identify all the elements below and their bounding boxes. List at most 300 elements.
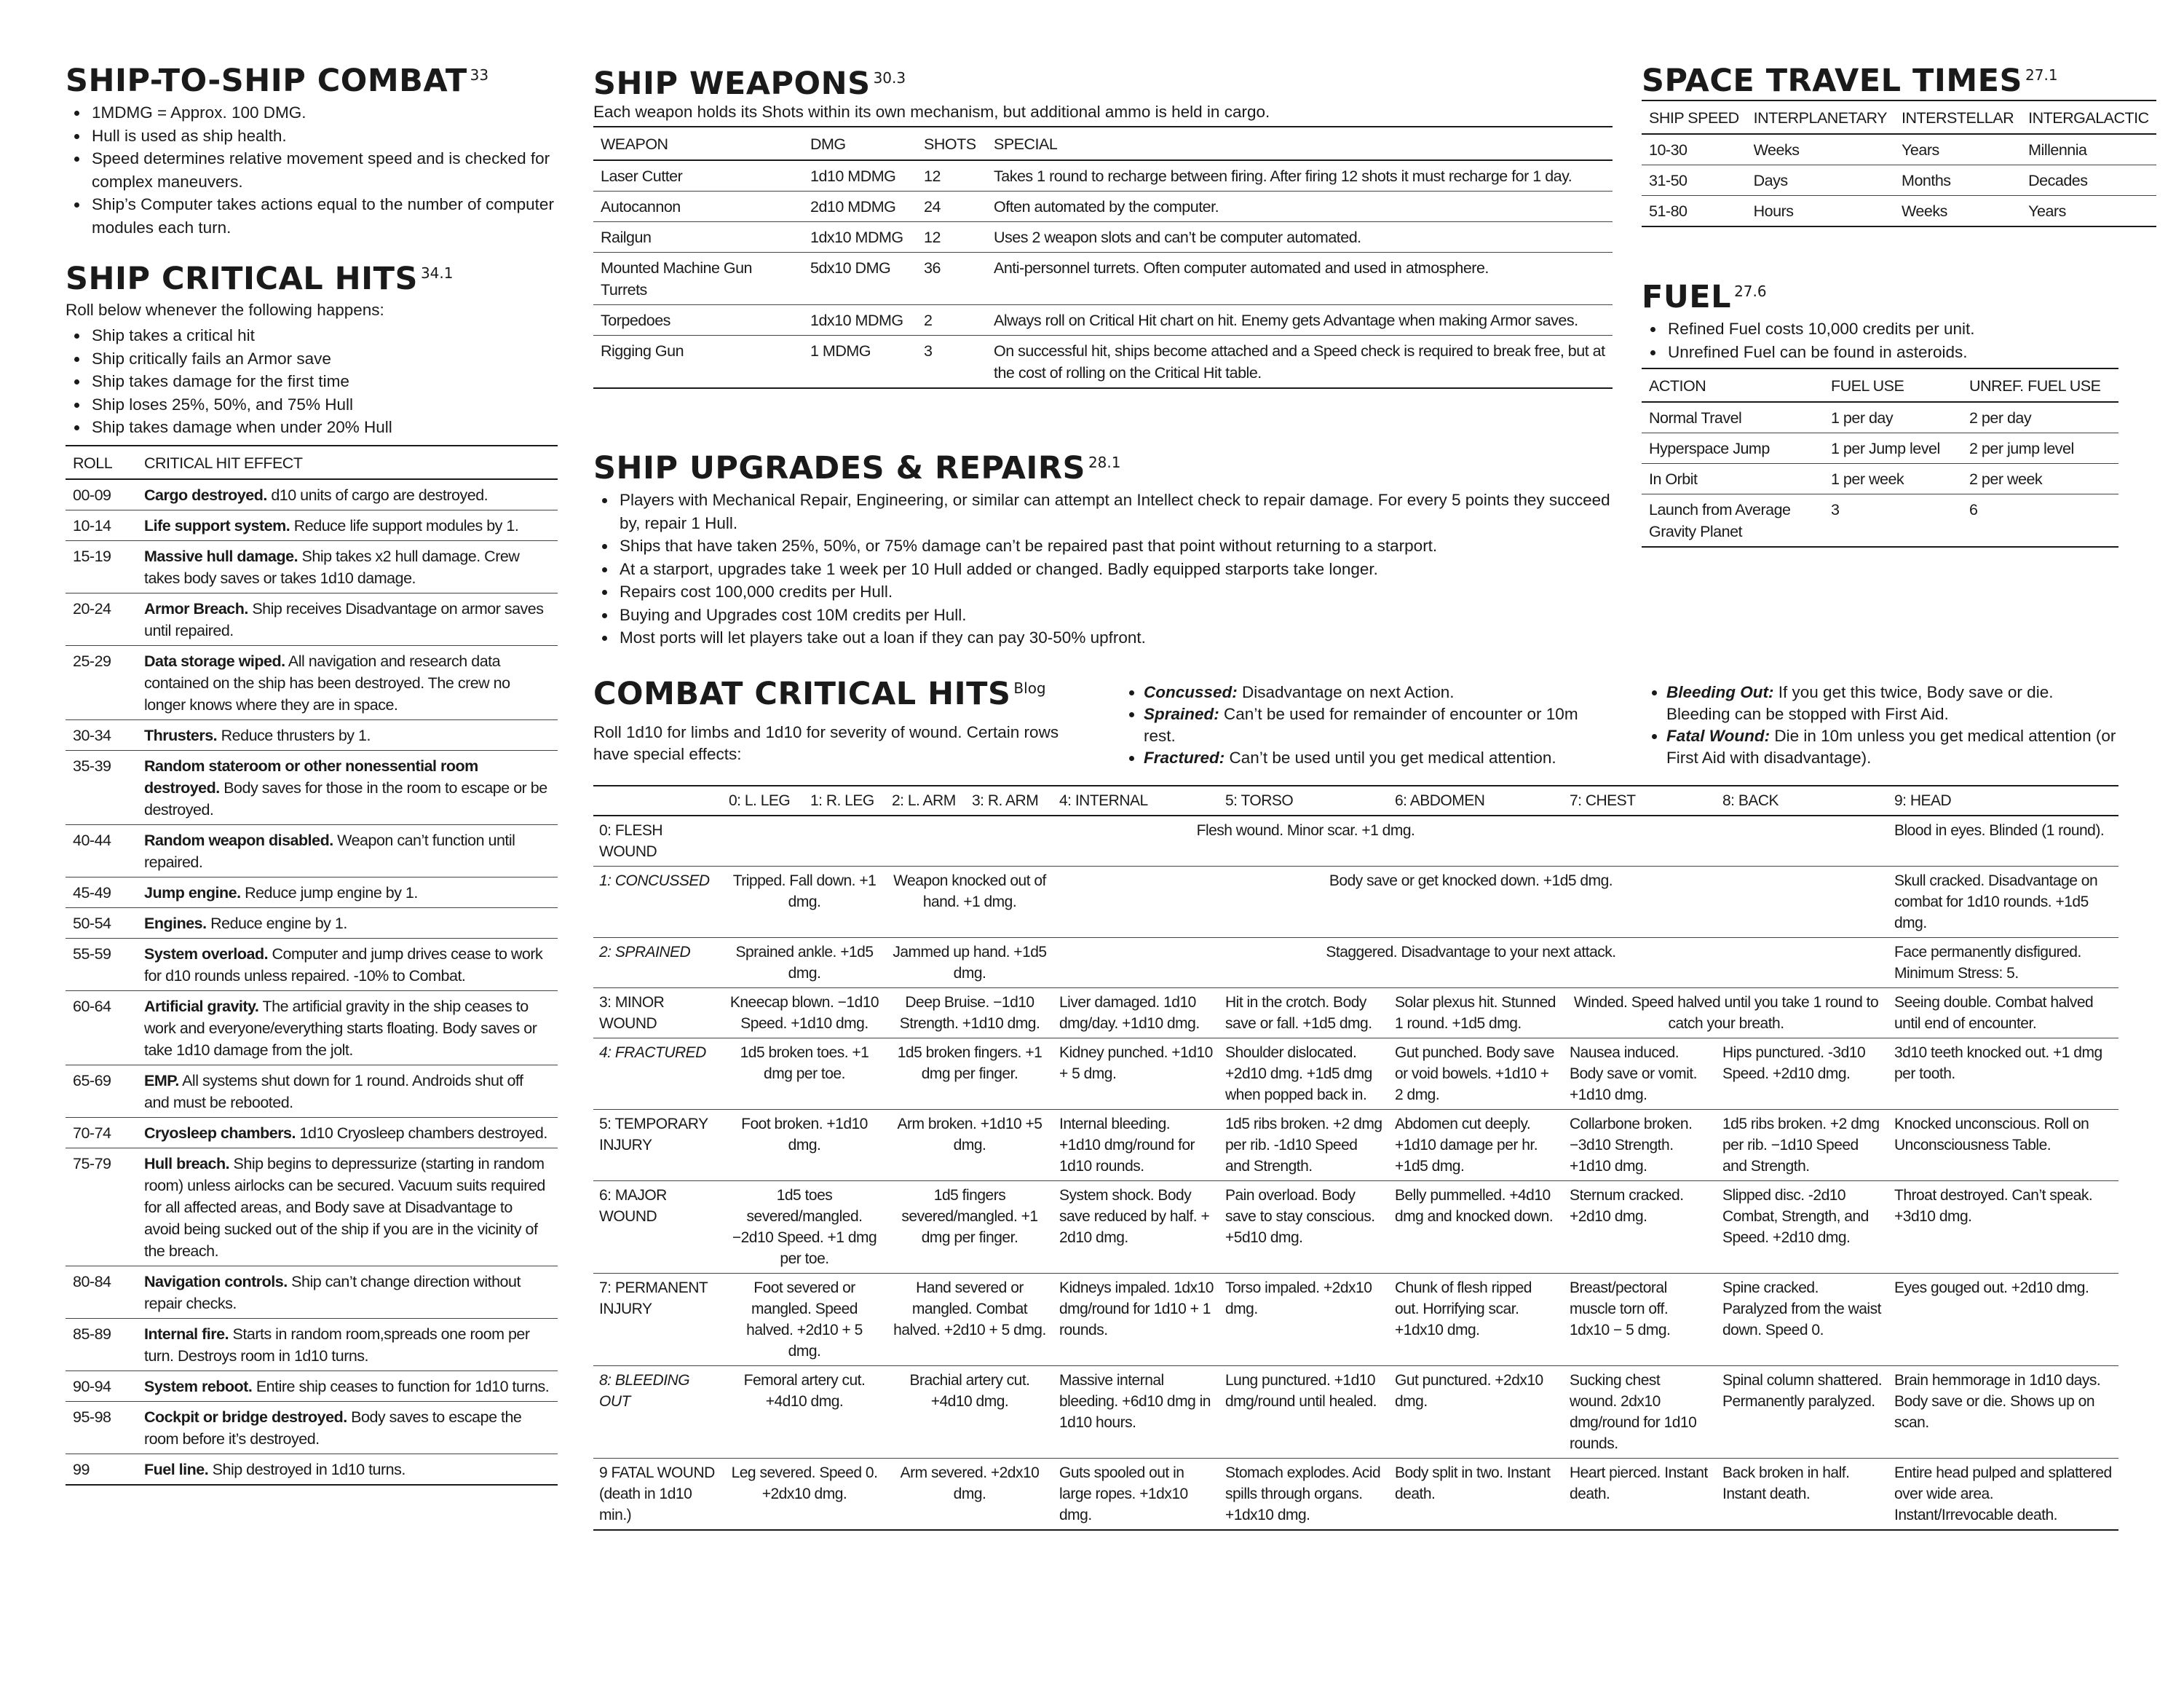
fuel-table <box>1642 368 2118 548</box>
head-effect: Throat destroyed. Can’t speak. +3d10 dmg. <box>1888 1181 2118 1274</box>
table-cell: Days <box>1746 165 1894 196</box>
combat-crit-ref: Blog <box>1013 679 1046 697</box>
upgrades-section <box>593 451 1613 650</box>
column-header: INTERSTELLAR <box>1894 100 2021 134</box>
column-header: UNREF. FUEL USE <box>1962 368 2118 402</box>
table-cell: 1 per Jump level <box>1824 433 1962 464</box>
critical-effect <box>137 719 558 750</box>
severity-label: 6: MAJOR WOUND <box>593 1181 723 1274</box>
special-effects-list-b <box>1647 682 2121 769</box>
table-row <box>593 1181 2118 1274</box>
effect-text: All systems shut down for 1 round. Androids shut off and must be rebooted. <box>144 1071 523 1111</box>
table-row <box>593 867 2118 938</box>
table-cell: 2 per week <box>1962 464 2118 494</box>
weapons-intro: Each weapon holds its Shots within its own mechanism, but additional ammo is held in cargo. <box>593 103 1270 122</box>
table-cell: Normal Travel <box>1642 402 1824 433</box>
effect-text: Disadvantage on next Action. <box>1242 683 1455 701</box>
torso-effect: Lung punctured. +1d10 dmg/round until healed. <box>1219 1366 1389 1459</box>
table-row <box>66 1065 558 1117</box>
table-cell: 2 per day <box>1962 402 2118 433</box>
location-header: 7: CHEST <box>1564 786 1717 816</box>
head-effect: Seeing double. Combat halved until end of encounter. <box>1888 988 2118 1038</box>
effect-name: Hull breach. <box>144 1154 230 1172</box>
fuel-section <box>1642 280 2118 548</box>
critical-effect <box>137 1266 558 1318</box>
table-row <box>593 1459 2118 1531</box>
table-cell: 3 <box>1824 494 1962 548</box>
table-row <box>66 719 558 750</box>
fuel-ref: 27.6 <box>1734 282 1767 300</box>
weapon-dmg: 5dx10 DMG <box>803 253 917 305</box>
effect-text: All navigation and research data contained on the ship has been destroyed. The crew no longer knows where they are in space. <box>144 652 510 714</box>
table-cell: Years <box>2021 196 2156 227</box>
abdomen-effect: Gut punched. Body save or void bowels. +1d10 + 2 dmg. <box>1389 1038 1564 1110</box>
travel-section <box>1642 63 2149 227</box>
weapon-shots: 24 <box>917 192 986 222</box>
weapon-special: Takes 1 round to recharge between firing. After firing 12 shots it must recharge for 1 day. <box>986 160 1613 192</box>
travel-table <box>1642 100 2156 227</box>
table-row <box>66 540 558 593</box>
effect-name: System reboot. <box>144 1377 253 1395</box>
table-row <box>66 479 558 510</box>
effect-name: Fractured: <box>1144 749 1225 767</box>
col-effect: CRITICAL HIT EFFECT <box>137 446 558 479</box>
chest-effect: Sternum cracked. +2d10 dmg. <box>1564 1181 1717 1274</box>
weapon-dmg: 2d10 MDMG <box>803 192 917 222</box>
ship-to-ship-section <box>66 64 561 239</box>
effect-name: Engines. <box>144 914 207 932</box>
combat-crit-intro: Roll 1d10 for limbs and 1d10 for severity of wound. Certain rows have special effects: <box>593 723 1059 764</box>
torso-effect: Pain overload. Body save to stay conscious. +5d10 dmg. <box>1219 1181 1389 1274</box>
head-effect: Entire head pulped and splattered over wide area. Instant/Irrevocable death. <box>1888 1459 2118 1531</box>
arms-effect: Jammed up hand. +1d5 dmg. <box>886 938 1053 988</box>
weapon-name: Railgun <box>593 222 803 253</box>
effect-name: Life support system. <box>144 516 290 535</box>
roll-range: 95-98 <box>66 1401 137 1454</box>
table-cell: 1 per week <box>1824 464 1962 494</box>
critical-effect <box>137 990 558 1065</box>
weapon-special: On successful hit, ships become attached and a Speed check is required to break free, but at the cost of rolling on the Critical Hit table. <box>986 336 1613 389</box>
wound-effect-span: Flesh wound. Minor scar. +1 dmg. <box>723 816 1888 867</box>
col-weapon: WEAPON <box>593 127 803 160</box>
weapon-shots: 36 <box>917 253 986 305</box>
table-row <box>1642 196 2156 227</box>
weapon-dmg: 1dx10 MDMG <box>803 222 917 253</box>
roll-range: 90-94 <box>66 1370 137 1401</box>
upgrades-ref: 28.1 <box>1088 453 1121 471</box>
table-cell: Hours <box>1746 196 1894 227</box>
column-header: FUEL USE <box>1824 368 1962 402</box>
arms-effect: 1d5 broken fingers. +1 dmg per finger. <box>886 1038 1053 1110</box>
table-row <box>66 750 558 824</box>
table-row <box>1642 402 2118 433</box>
legs-effect: 1d5 toes severed/mangled. −2d10 Speed. +1 dmg per toe. <box>723 1181 886 1274</box>
roll-range: 50-54 <box>66 907 137 938</box>
severity-label: 7: PERMANENT INJURY <box>593 1274 723 1366</box>
effect-name: System overload. <box>144 944 269 963</box>
location-header: 9: HEAD <box>1888 786 2118 816</box>
table-row <box>1642 464 2118 494</box>
table-row <box>66 1454 558 1485</box>
chest-effect: Collarbone broken. −3d10 Strength. +1d10 dmg. <box>1564 1110 1717 1181</box>
critical-effect <box>137 1065 558 1117</box>
col-special: SPECIAL <box>986 127 1613 160</box>
effect-text: d10 units of cargo are destroyed. <box>271 486 488 504</box>
combat-rule: • Speed determines relative movement speed and is checked for complex maneuvers. <box>89 147 561 193</box>
table-row <box>593 1110 2118 1181</box>
internal-effect: Kidneys impaled. 1dx10 dmg/round for 1d10 + 1 rounds. <box>1053 1274 1219 1366</box>
table-row <box>1642 165 2156 196</box>
weapon-name: Laser Cutter <box>593 160 803 192</box>
roll-range: 99 <box>66 1454 137 1485</box>
table-cell: Months <box>1894 165 2021 196</box>
internal-effect: Guts spooled out in large ropes. +1dx10 dmg. <box>1053 1459 1219 1531</box>
upgrades-title: SHIP UPGRADES & REPAIRS $^{28.1}$ <box>593 450 1121 486</box>
chest-effect: Sucking chest wound. 2dx10 dmg/round for 1d10 rounds. <box>1564 1366 1717 1459</box>
weapon-name: Torpedoes <box>593 305 803 336</box>
effect-name: Sprained: <box>1144 705 1219 723</box>
internal-effect: Massive internal bleeding. +6d10 dmg in 1d10 hours. <box>1053 1366 1219 1459</box>
location-header: 1: R. LEG <box>804 786 886 816</box>
effect-name: Artificial gravity. <box>144 997 259 1015</box>
table-row <box>66 907 558 938</box>
roll-range: 20-24 <box>66 593 137 645</box>
table-row <box>66 1318 558 1370</box>
effect-text: Reduce thrusters by 1. <box>221 726 371 744</box>
repair-rule: • Ships that have taken 25%, 50%, or 75% damage can’t be repaired past that point without returning to a starport. <box>617 535 1613 558</box>
critical-effect <box>137 824 558 877</box>
ship-critical-ref: 34.1 <box>420 264 454 282</box>
fuel-rule: • Unrefined Fuel can be found in asteroids. <box>1665 341 2118 364</box>
critical-effect <box>137 1148 558 1266</box>
effect-text: Reduce jump engine by 1. <box>245 883 418 902</box>
weapons-section <box>593 67 1613 389</box>
effect-name: Massive hull damage. <box>144 547 298 565</box>
table-cell: Hyperspace Jump <box>1642 433 1824 464</box>
table-cell: Weeks <box>1746 134 1894 165</box>
table-cell: 2 per jump level <box>1962 433 2118 464</box>
col-shots: SHOTS <box>917 127 986 160</box>
table-cell: Millennia <box>2021 134 2156 165</box>
ship-critical-intro: Roll below whenever the following happens: <box>66 301 384 320</box>
table-cell: In Orbit <box>1642 464 1824 494</box>
back-effect: 1d5 ribs broken. +2 dmg per rib. −1d10 Speed and Strength. <box>1717 1110 1888 1181</box>
effect-name: Fuel line. <box>144 1460 209 1478</box>
weapon-shots: 12 <box>917 222 986 253</box>
repair-rule: • At a starport, upgrades take 1 week per 10 Hull added or changed. Badly equipped starports take longer. <box>617 558 1613 581</box>
roll-range: 60-64 <box>66 990 137 1065</box>
special-effect <box>1144 747 1591 769</box>
effect-text: Die in 10m unless you get medical attention (or First Aid with disadvantage). <box>1666 727 2116 767</box>
table-cell: Years <box>1894 134 2021 165</box>
effect-text: Body saves to escape the room before it’s destroyed. <box>144 1408 522 1448</box>
table-cell: 51-80 <box>1642 196 1746 227</box>
location-header: 3: R. ARM <box>966 786 1053 816</box>
effect-text: Ship can’t change direction without repair checks. <box>144 1272 521 1312</box>
internal-effect: Kidney punched. +1d10 + 5 dmg. <box>1053 1038 1219 1110</box>
arms-effect: Weapon knocked out of hand. +1 dmg. <box>886 867 1053 938</box>
table-row <box>593 816 2118 867</box>
table-row <box>1642 134 2156 165</box>
torso-effect: 1d5 ribs broken. +2 dmg per rib. -1d10 Speed and Strength. <box>1219 1110 1389 1181</box>
table-row <box>66 1266 558 1318</box>
critical-effect <box>137 645 558 719</box>
abdomen-effect: Gut punctured. +2dx10 dmg. <box>1389 1366 1564 1459</box>
table-row <box>593 1038 2118 1110</box>
critical-effect <box>137 1401 558 1454</box>
body-effect-span: Body save or get knocked down. +1d5 dmg. <box>1053 867 1888 938</box>
severity-label: 5: TEMPORARY INJURY <box>593 1110 723 1181</box>
critical-effect <box>137 1454 558 1485</box>
roll-range: 00-09 <box>66 479 137 510</box>
weapons-title: SHIP WEAPONS $^{30.3}$ <box>593 66 906 102</box>
column-header: INTERGALACTIC <box>2021 100 2156 134</box>
abdomen-effect: Belly pummelled. +4d10 dmg and knocked down. <box>1389 1181 1564 1274</box>
effect-name: Data storage wiped. <box>144 652 285 670</box>
critical-effect <box>137 1117 558 1148</box>
table-row <box>593 1366 2118 1459</box>
col-roll: ROLL <box>66 446 137 479</box>
ship-critical-table <box>66 445 558 1486</box>
arms-effect: Deep Bruise. −1d10 Strength. +1d10 dmg. <box>886 988 1053 1038</box>
table-cell: Launch from Average Gravity Planet <box>1642 494 1824 548</box>
roll-range: 10-14 <box>66 510 137 540</box>
critical-effect <box>137 593 558 645</box>
chest-effect: Heart pierced. Instant death. <box>1564 1459 1717 1531</box>
table-row <box>593 305 1613 336</box>
table-row <box>66 938 558 990</box>
arms-effect: 1d5 fingers severed/mangled. +1 dmg per finger. <box>886 1181 1053 1274</box>
arms-effect: Arm severed. +2dx10 dmg. <box>886 1459 1053 1531</box>
special-effect <box>1666 682 2121 725</box>
repair-rule: • Most ports will let players take out a loan if they can pay 30-50% upfront. <box>617 626 1613 650</box>
severity-label: 2: SPRAINED <box>593 938 723 988</box>
effect-text: The artificial gravity in the ship ceases to work and everyone/everything starts floating. Body saves or take 1d10 damage from the jolt. <box>144 997 537 1059</box>
head-effect: Skull cracked. Disadvantage on combat for 1d10 rounds. +1d5 dmg. <box>1888 867 2118 938</box>
legs-effect: 1d5 broken toes. +1 dmg per toe. <box>723 1038 886 1110</box>
roll-range: 65-69 <box>66 1065 137 1117</box>
internal-effect: System shock. Body save reduced by half. + 2d10 dmg. <box>1053 1181 1219 1274</box>
trigger-condition: • Ship loses 25%, 50%, and 75% Hull <box>89 393 558 417</box>
column-header: INTERPLANETARY <box>1746 100 1894 134</box>
effect-name: Navigation controls. <box>144 1272 288 1290</box>
torso-effect: Stomach explodes. Acid spills through organs. +1dx10 dmg. <box>1219 1459 1389 1531</box>
back-effect: Hips punctured. -3d10 Speed. +2d10 dmg. <box>1717 1038 1888 1110</box>
critical-effect <box>137 938 558 990</box>
critical-effect <box>137 877 558 907</box>
body-effect-span: Staggered. Disadvantage to your next attack. <box>1053 938 1888 988</box>
table-cell: 1 per day <box>1824 402 1962 433</box>
table-row <box>66 1401 558 1454</box>
critical-effect <box>137 907 558 938</box>
internal-effect: Internal bleeding. +1d10 dmg/round for 1d10 rounds. <box>1053 1110 1219 1181</box>
critical-effect <box>137 1318 558 1370</box>
combat-rule: • Ship’s Computer takes actions equal to the number of computer modules each turn. <box>89 193 561 239</box>
table-row <box>593 336 1613 389</box>
fuel-rule: • Refined Fuel costs 10,000 credits per unit. <box>1665 318 2118 341</box>
location-header: 0: L. LEG <box>723 786 804 816</box>
legs-effect: Leg severed. Speed 0. +2dx10 dmg. <box>723 1459 886 1531</box>
table-row <box>66 593 558 645</box>
table-row <box>66 1148 558 1266</box>
effect-text: Body saves for those in the room to escape or be destroyed. <box>144 778 547 819</box>
head-effect: Face permanently disfigured. Minimum Stress: 5. <box>1888 938 2118 988</box>
arms-effect: Hand severed or mangled. Combat halved. +2d10 + 5 dmg. <box>886 1274 1053 1366</box>
back-effect: Spine cracked. Paralyzed from the waist down. Speed 0. <box>1717 1274 1888 1366</box>
location-header: 2: L. ARM <box>886 786 966 816</box>
effect-text: Ship takes x2 hull damage. Crew takes body saves or takes 1d10 damage. <box>144 547 520 587</box>
back-effect: Slipped disc. -2d10 Combat, Strength, and Speed. +2d10 dmg. <box>1717 1181 1888 1274</box>
ship-to-ship-bullets <box>66 101 561 239</box>
severity-label: 4: FRACTURED <box>593 1038 723 1110</box>
weapon-shots: 12 <box>917 160 986 192</box>
table-cell: Weeks <box>1894 196 2021 227</box>
weapons-ref: 30.3 <box>873 68 906 87</box>
location-header: 4: INTERNAL <box>1053 786 1219 816</box>
effect-text: Entire ship ceases to function for 1d10 turns. <box>256 1377 550 1395</box>
legs-effect: Sprained ankle. +1d5 dmg. <box>723 938 886 988</box>
roll-range: 45-49 <box>66 877 137 907</box>
table-row <box>66 877 558 907</box>
effect-text: Can’t be used for remainder of encounter or 10m rest. <box>1144 705 1578 745</box>
back-effect: Spinal column shattered. Permanently paralyzed. <box>1717 1366 1888 1459</box>
effect-text: Ship begins to depressurize (starting in random room) unless airlocks can be secured. Vacuum suits required for all affected areas, and Body save at Disadvantage to avoid being sucked out of the ship if you are in the vicinity of the breach. <box>144 1154 545 1260</box>
effect-name: Random weapon disabled. <box>144 831 333 849</box>
head-effect: Eyes gouged out. +2d10 dmg. <box>1888 1274 2118 1366</box>
roll-range: 40-44 <box>66 824 137 877</box>
severity-label: 0: FLESH WOUND <box>593 816 723 867</box>
chest-effect: Breast/pectoral muscle torn off. 1dx10 − 5 dmg. <box>1564 1274 1717 1366</box>
abdomen-effect: Body split in two. Instant death. <box>1389 1459 1564 1531</box>
effect-name: Cockpit or bridge destroyed. <box>144 1408 347 1426</box>
combat-rule: • 1MDMG = Approx. 100 DMG. <box>89 101 561 125</box>
critical-effect <box>137 540 558 593</box>
table-row <box>66 824 558 877</box>
legs-effect: Foot broken. +1d10 dmg. <box>723 1110 886 1181</box>
effect-text: Computer and jump drives cease to work for d10 rounds unless repaired. -10% to Combat. <box>144 944 543 985</box>
head-effect: Brain hemmorage in 1d10 days. Body save or die. Shows up on scan. <box>1888 1366 2118 1459</box>
location-header <box>593 786 723 816</box>
legs-effect: Kneecap blown. −1d10 Speed. +1d10 dmg. <box>723 988 886 1038</box>
critical-effect <box>137 479 558 510</box>
critical-effect <box>137 750 558 824</box>
location-header: 8: BACK <box>1717 786 1888 816</box>
critical-effect <box>137 510 558 540</box>
roll-range: 80-84 <box>66 1266 137 1318</box>
effect-name: Random stateroom or other nonessential room destroyed. <box>144 757 478 797</box>
effect-name: Cryosleep chambers. <box>144 1124 296 1142</box>
effect-name: Thrusters. <box>144 726 218 744</box>
effect-name: Internal fire. <box>144 1325 229 1343</box>
torso-effect: Hit in the crotch. Body save or fall. +1d5 dmg. <box>1219 988 1389 1038</box>
table-row <box>593 253 1613 305</box>
roll-range: 75-79 <box>66 1148 137 1266</box>
weapon-dmg: 1dx10 MDMG <box>803 305 917 336</box>
weapon-shots: 3 <box>917 336 986 389</box>
effect-name: Bleeding Out: <box>1666 683 1774 701</box>
torso-effect: Shoulder dislocated. +2d10 dmg. +1d5 dmg when popped back in. <box>1219 1038 1389 1110</box>
table-row <box>66 1370 558 1401</box>
effect-text: 1d10 Cryosleep chambers destroyed. <box>299 1124 547 1142</box>
legs-effect: Tripped. Fall down. +1 dmg. <box>723 867 886 938</box>
ship-critical-bullets <box>66 324 558 439</box>
col-dmg: DMG <box>803 127 917 160</box>
roll-range: 35-39 <box>66 750 137 824</box>
ship-critical-section <box>66 262 558 1486</box>
weapon-special: Always roll on Critical Hit chart on hit. Enemy gets Advantage when making Armor saves. <box>986 305 1613 336</box>
table-row <box>593 222 1613 253</box>
torso-effect: Torso impaled. +2dx10 dmg. <box>1219 1274 1389 1366</box>
head-effect: Blood in eyes. Blinded (1 round). <box>1888 816 2118 867</box>
effect-text: If you get this twice, Body save or die. Bleeding can be stopped with First Aid. <box>1666 683 2054 723</box>
effect-text: Ship receives Disadvantage on armor saves until repaired. <box>144 599 544 639</box>
effect-name: Armor Breach. <box>144 599 248 618</box>
severity-label: 3: MINOR WOUND <box>593 988 723 1038</box>
roll-range: 15-19 <box>66 540 137 593</box>
table-row <box>1642 494 2118 548</box>
table-row <box>66 645 558 719</box>
repair-rule: • Buying and Upgrades cost 10M credits per Hull. <box>617 604 1613 627</box>
table-row <box>593 192 1613 222</box>
roll-range: 70-74 <box>66 1117 137 1148</box>
trigger-condition: • Ship critically fails an Armor save <box>89 347 558 371</box>
arms-effect: Brachial artery cut. +4d10 dmg. <box>886 1366 1053 1459</box>
special-effects-list-a <box>1125 682 1591 769</box>
table-row <box>593 988 2118 1038</box>
weapon-special: Anti-personnel turrets. Often computer automated and used in atmosphere. <box>986 253 1613 305</box>
table-row <box>593 938 2118 988</box>
table-cell: 31-50 <box>1642 165 1746 196</box>
legs-effect: Foot severed or mangled. Speed halved. +2d10 + 5 dmg. <box>723 1274 886 1366</box>
effect-text: Starts in random room,spreads one room per turn. Destroys room in 1d10 turns. <box>144 1325 530 1365</box>
special-effect <box>1144 703 1591 747</box>
travel-ref: 27.1 <box>2025 66 2058 84</box>
upgrades-bullets <box>593 489 1613 650</box>
roll-range: 30-34 <box>66 719 137 750</box>
combat-rule: • Hull is used as ship health. <box>89 125 561 148</box>
effect-text: Ship destroyed in 1d10 turns. <box>212 1460 405 1478</box>
effect-text: Weapon can’t function until repaired. <box>144 831 515 871</box>
travel-title: SPACE TRAVEL TIMES $^{27.1}$ <box>1642 63 2058 99</box>
ship-to-ship-ref: 33 <box>470 66 489 84</box>
abdomen-effect: Abdomen cut deeply. +1d10 damage per hr. +1d5 dmg. <box>1389 1110 1564 1181</box>
table-row <box>66 990 558 1065</box>
effect-text: Reduce engine by 1. <box>210 914 347 932</box>
trigger-condition: • Ship takes damage when under 20% Hull <box>89 416 558 439</box>
column-header: ACTION <box>1642 368 1824 402</box>
effect-name: Concussed: <box>1144 683 1238 701</box>
weapon-name: Autocannon <box>593 192 803 222</box>
weapon-dmg: 1 MDMG <box>803 336 917 389</box>
weapon-shots: 2 <box>917 305 986 336</box>
roll-range: 55-59 <box>66 938 137 990</box>
repair-rule: • Repairs cost 100,000 credits per Hull. <box>617 580 1613 604</box>
effect-name: Cargo destroyed. <box>144 486 267 504</box>
special-effect <box>1666 725 2121 769</box>
effect-name: EMP. <box>144 1071 179 1089</box>
special-effect <box>1144 682 1591 703</box>
severity-label: 8: BLEEDING OUT <box>593 1366 723 1459</box>
head-effect: 3d10 teeth knocked out. +1 dmg per tooth. <box>1888 1038 2118 1110</box>
effect-text: Reduce life support modules by 1. <box>293 516 519 535</box>
severity-label: 1: CONCUSSED <box>593 867 723 938</box>
table-cell: 10-30 <box>1642 134 1746 165</box>
abdomen-effect: Chunk of flesh ripped out. Horrifying scar. +1dx10 dmg. <box>1389 1274 1564 1366</box>
ship-critical-title: SHIP CRITICAL HITS $^{34.1}$ <box>66 261 454 297</box>
weapon-special: Often automated by the computer. <box>986 192 1613 222</box>
critical-effect <box>137 1370 558 1401</box>
location-header: 5: TORSO <box>1219 786 1389 816</box>
